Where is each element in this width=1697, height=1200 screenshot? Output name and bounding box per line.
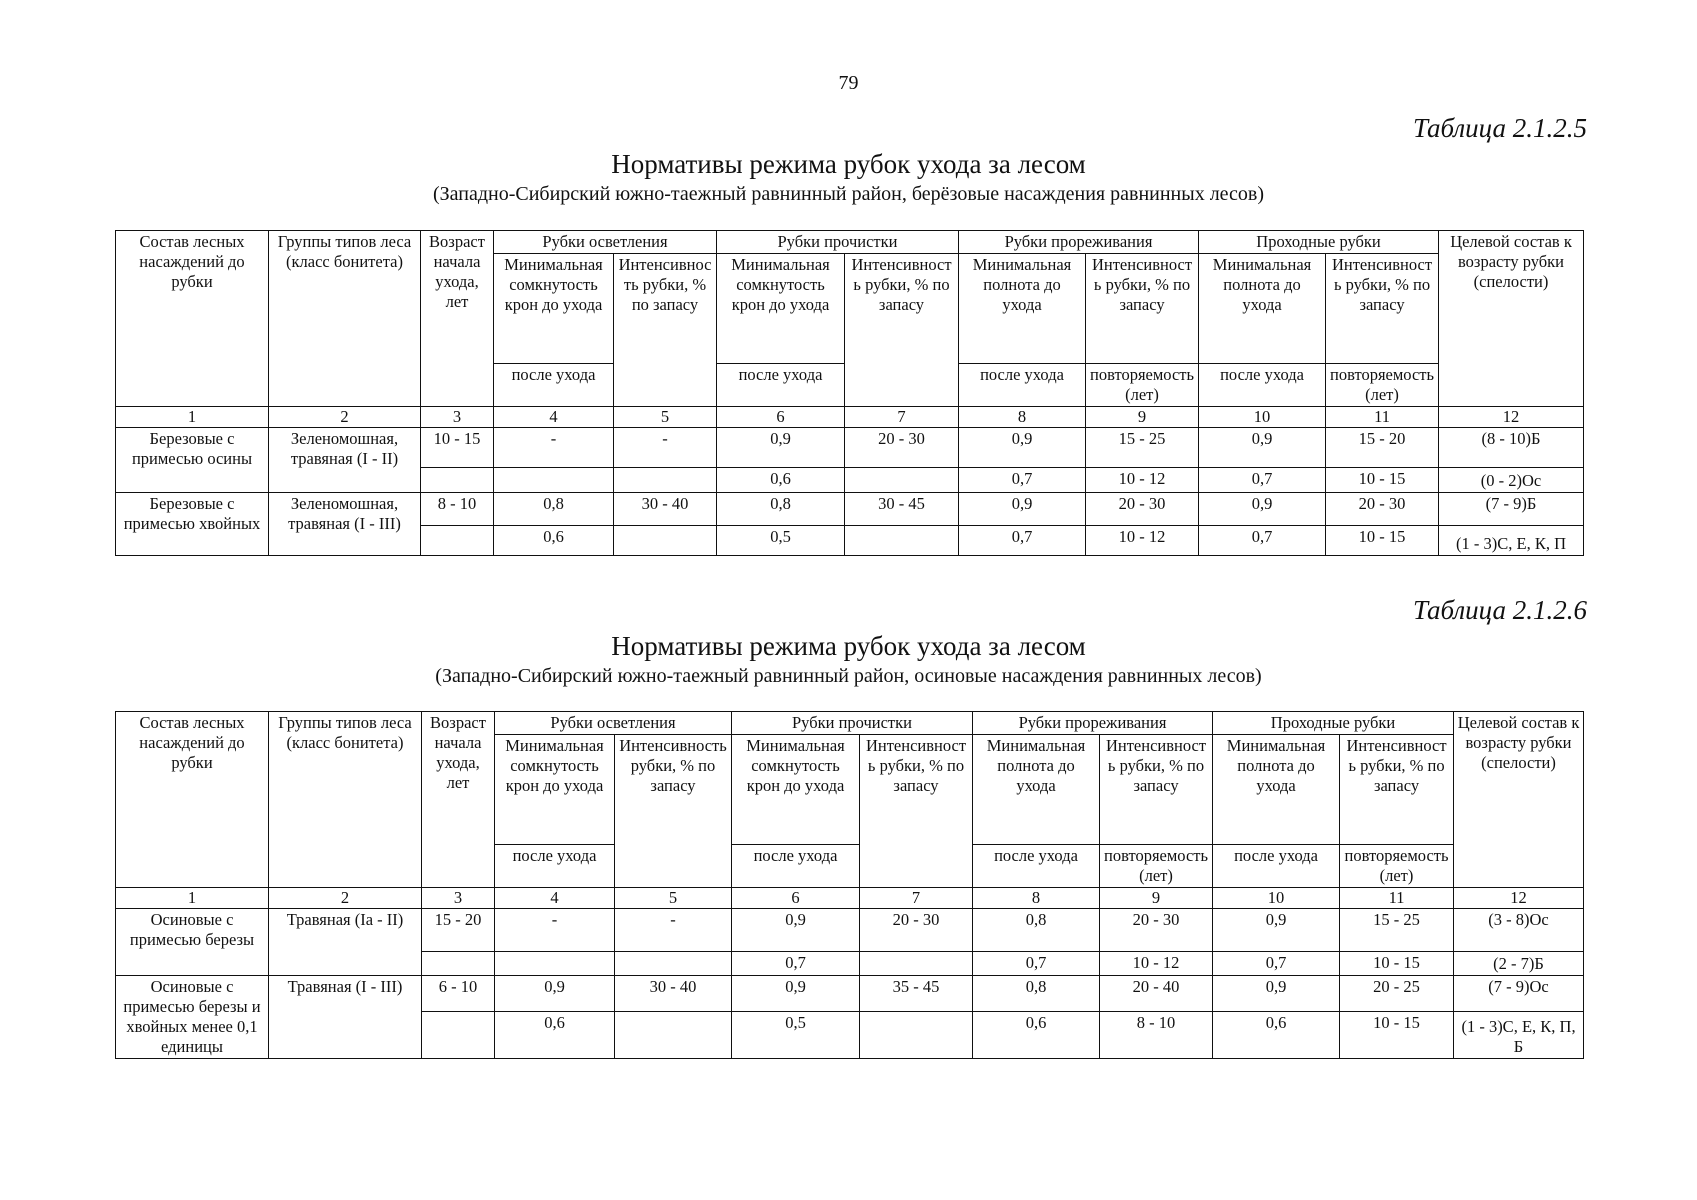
- header-group-cleaning: Рубки прочистки: [732, 712, 973, 735]
- header-intensity: Интенсивность рубки, % по запасу: [1086, 254, 1199, 364]
- value-cell: 0,7: [1213, 952, 1340, 976]
- value-cell: 10 - 15: [1340, 1012, 1454, 1059]
- header-forest-type: Группы типов леса (класс бонитета): [269, 231, 421, 407]
- header-target-composition: Целевой состав к возрасту рубки (спелости): [1439, 231, 1584, 407]
- value-cell: 0,8: [973, 976, 1100, 1012]
- value-cell: [494, 468, 614, 493]
- value-cell: 0,7: [1199, 468, 1326, 493]
- value-cell: [615, 1012, 732, 1059]
- header-intensity: Интенсивность рубки, % по запасу: [1326, 254, 1439, 364]
- column-number: 9: [1100, 888, 1213, 909]
- value-cell: 0,9: [732, 909, 860, 952]
- value-cell: [495, 952, 615, 976]
- header-min-stocking: Минимальная полнота до ухода: [1213, 735, 1340, 845]
- empty-cell: [422, 952, 495, 976]
- page-number: 79: [838, 72, 859, 94]
- table-title: Нормативы режима рубок ухода за лесом: [611, 631, 1086, 661]
- column-number: 8: [973, 888, 1100, 909]
- value-cell: -: [614, 428, 717, 468]
- forest-type-group: Зеленомошная, травяная (I - II): [269, 428, 421, 493]
- header-min-density: Минимальная сомкнутость крон до ухода: [717, 254, 845, 364]
- value-cell: [615, 952, 732, 976]
- target-composition: (2 - 7)Б: [1454, 952, 1584, 976]
- value-cell: 0,9: [959, 493, 1086, 526]
- stand-composition: Березовые с примесью осины: [116, 428, 269, 493]
- table-label: Таблица 2.1.2.6: [1412, 595, 1587, 625]
- header-intensity: Интенсивность рубки, % по запасу: [860, 735, 973, 888]
- value-cell: 0,9: [495, 976, 615, 1012]
- stand-composition: Осиновые с примесью березы и хвойных менее 0,1 единицы: [116, 976, 269, 1059]
- table-title: Нормативы режима рубок ухода за лесом: [611, 149, 1086, 179]
- value-cell: 0,9: [1213, 976, 1340, 1012]
- column-number: 12: [1439, 407, 1584, 428]
- column-number: 10: [1213, 888, 1340, 909]
- header-start-age: Возраст начала ухода, лет: [421, 231, 494, 407]
- forest-type-group: Зеленомошная, травяная (I - III): [269, 493, 421, 556]
- column-number: 1: [116, 888, 269, 909]
- start-age: 6 - 10: [422, 976, 495, 1012]
- value-cell: 20 - 25: [1340, 976, 1454, 1012]
- value-cell: [860, 1012, 973, 1059]
- value-cell: 20 - 30: [845, 428, 959, 468]
- column-number: 11: [1340, 888, 1454, 909]
- value-cell: 10 - 15: [1326, 468, 1439, 493]
- column-number: 11: [1326, 407, 1439, 428]
- value-cell: 0,9: [1199, 493, 1326, 526]
- value-cell: 0,5: [717, 526, 845, 556]
- value-cell: 0,7: [1199, 526, 1326, 556]
- column-number: 10: [1199, 407, 1326, 428]
- header-min-density: Минимальная сомкнутость крон до ухода: [494, 254, 614, 364]
- column-number: 7: [845, 407, 959, 428]
- stand-composition: Березовые с примесью хвойных: [116, 493, 269, 556]
- header-group-passage: Проходные рубки: [1213, 712, 1454, 735]
- norms-table: [115, 711, 1584, 1059]
- value-cell: 10 - 12: [1100, 952, 1213, 976]
- header-group-cleaning: Рубки прочистки: [717, 231, 959, 254]
- header-intensity: Интенсивность рубки, % по запасу: [1340, 735, 1454, 845]
- header-group-thinning: Рубки прореживания: [959, 231, 1199, 254]
- target-composition: (8 - 10)Б: [1439, 428, 1584, 468]
- header-after-care: после ухода: [1213, 845, 1340, 888]
- value-cell: 0,6: [1213, 1012, 1340, 1059]
- value-cell: 0,8: [494, 493, 614, 526]
- value-cell: 10 - 15: [1340, 952, 1454, 976]
- target-composition: (0 - 2)Ос: [1439, 468, 1584, 493]
- header-min-stocking: Минимальная полнота до ухода: [973, 735, 1100, 845]
- value-cell: 15 - 25: [1086, 428, 1199, 468]
- table-row: [116, 428, 1584, 468]
- start-age: 15 - 20: [422, 909, 495, 952]
- column-number: 2: [269, 888, 422, 909]
- table-subtitle: (Западно-Сибирский южно-таежный равнинный район, берёзовые насаждения равнинных лесов): [432, 183, 1265, 205]
- column-number: 4: [495, 888, 615, 909]
- value-cell: [614, 468, 717, 493]
- value-cell: 20 - 30: [1326, 493, 1439, 526]
- stand-composition: Осиновые с примесью березы: [116, 909, 269, 976]
- header-repeatability: повторяемость (лет): [1086, 364, 1199, 407]
- column-number: 7: [860, 888, 973, 909]
- value-cell: 0,6: [973, 1012, 1100, 1059]
- table-row: [116, 909, 1584, 952]
- header-repeatability: повторяемость (лет): [1326, 364, 1439, 407]
- value-cell: 8 - 10: [1100, 1012, 1213, 1059]
- value-cell: 30 - 40: [614, 493, 717, 526]
- norms-table: [115, 230, 1584, 556]
- forest-type-group: Травяная (Iа - II): [269, 909, 422, 976]
- start-age: 8 - 10: [421, 493, 494, 526]
- forest-type-group: Травяная (I - III): [269, 976, 422, 1059]
- header-group-clarification: Рубки осветления: [495, 712, 732, 735]
- header-repeatability: повторяемость (лет): [1340, 845, 1454, 888]
- value-cell: 10 - 12: [1086, 526, 1199, 556]
- value-cell: 20 - 30: [860, 909, 973, 952]
- table-row: [116, 976, 1584, 1012]
- header-intensity: Интенсивность рубки, % по запасу: [614, 254, 717, 407]
- value-cell: 0,8: [973, 909, 1100, 952]
- empty-cell: [421, 526, 494, 556]
- value-cell: 10 - 12: [1086, 468, 1199, 493]
- header-min-stocking: Минимальная полнота до ухода: [1199, 254, 1326, 364]
- target-composition: (1 - 3)С, Е, К, П: [1439, 526, 1584, 556]
- value-cell: 0,9: [1199, 428, 1326, 468]
- value-cell: 0,9: [732, 976, 860, 1012]
- value-cell: 20 - 40: [1100, 976, 1213, 1012]
- header-after-care: после ухода: [494, 364, 614, 407]
- value-cell: 0,6: [494, 526, 614, 556]
- value-cell: 0,9: [959, 428, 1086, 468]
- header-after-care: после ухода: [959, 364, 1086, 407]
- header-min-density: Минимальная сомкнутость крон до ухода: [732, 735, 860, 845]
- value-cell: [845, 468, 959, 493]
- empty-cell: [422, 1012, 495, 1059]
- value-cell: 0,5: [732, 1012, 860, 1059]
- column-number: 1: [116, 407, 269, 428]
- column-number: 4: [494, 407, 614, 428]
- column-number: 6: [732, 888, 860, 909]
- value-cell: 20 - 30: [1086, 493, 1199, 526]
- value-cell: -: [615, 909, 732, 952]
- value-cell: [860, 952, 973, 976]
- target-composition: (3 - 8)Ос: [1454, 909, 1584, 952]
- value-cell: 10 - 15: [1326, 526, 1439, 556]
- start-age: 10 - 15: [421, 428, 494, 468]
- value-cell: 0,7: [732, 952, 860, 976]
- header-after-care: после ухода: [717, 364, 845, 407]
- value-cell: [845, 526, 959, 556]
- header-intensity: Интенсивность рубки, % по запасу: [1100, 735, 1213, 845]
- table-subtitle: (Западно-Сибирский южно-таежный равнинный район, осиновые насаждения равнинных лесов): [435, 665, 1262, 687]
- column-number: 2: [269, 407, 421, 428]
- column-number: 9: [1086, 407, 1199, 428]
- value-cell: 15 - 20: [1326, 428, 1439, 468]
- value-cell: 15 - 25: [1340, 909, 1454, 952]
- value-cell: 30 - 40: [615, 976, 732, 1012]
- column-number: 5: [615, 888, 732, 909]
- header-composition: Состав лесных насаждений до рубки: [116, 231, 269, 407]
- value-cell: 0,7: [973, 952, 1100, 976]
- value-cell: 0,7: [959, 526, 1086, 556]
- value-cell: 0,7: [959, 468, 1086, 493]
- header-group-passage: Проходные рубки: [1199, 231, 1439, 254]
- value-cell: 20 - 30: [1100, 909, 1213, 952]
- value-cell: [614, 526, 717, 556]
- header-start-age: Возраст начала ухода, лет: [422, 712, 495, 888]
- column-number: 3: [421, 407, 494, 428]
- column-number: 3: [422, 888, 495, 909]
- header-after-care: после ухода: [973, 845, 1100, 888]
- value-cell: -: [494, 428, 614, 468]
- table-row: [116, 493, 1584, 526]
- header-group-clarification: Рубки осветления: [494, 231, 717, 254]
- header-composition: Состав лесных насаждений до рубки: [116, 712, 269, 888]
- header-target-composition: Целевой состав к возрасту рубки (спелости): [1454, 712, 1584, 888]
- target-composition: (7 - 9)Ос: [1454, 976, 1584, 1012]
- value-cell: 0,8: [717, 493, 845, 526]
- column-number: 5: [614, 407, 717, 428]
- value-cell: 30 - 45: [845, 493, 959, 526]
- value-cell: 0,9: [717, 428, 845, 468]
- header-after-care: после ухода: [495, 845, 615, 888]
- value-cell: -: [495, 909, 615, 952]
- value-cell: 0,6: [495, 1012, 615, 1059]
- value-cell: 0,6: [717, 468, 845, 493]
- header-intensity: Интенсивность рубки, % по запасу: [845, 254, 959, 407]
- header-repeatability: повторяемость (лет): [1100, 845, 1213, 888]
- header-forest-type: Группы типов леса (класс бонитета): [269, 712, 422, 888]
- target-composition: (1 - 3)С, Е, К, П, Б: [1454, 1012, 1584, 1059]
- value-cell: 0,9: [1213, 909, 1340, 952]
- header-group-thinning: Рубки прореживания: [973, 712, 1213, 735]
- header-after-care: после ухода: [1199, 364, 1326, 407]
- empty-cell: [421, 468, 494, 493]
- value-cell: 35 - 45: [860, 976, 973, 1012]
- column-number: 12: [1454, 888, 1584, 909]
- header-after-care: после ухода: [732, 845, 860, 888]
- header-intensity: Интенсивность рубки, % по запасу: [615, 735, 732, 888]
- target-composition: (7 - 9)Б: [1439, 493, 1584, 526]
- table-label: Таблица 2.1.2.5: [1412, 113, 1587, 143]
- header-min-density: Минимальная сомкнутость крон до ухода: [495, 735, 615, 845]
- column-number: 6: [717, 407, 845, 428]
- column-number: 8: [959, 407, 1086, 428]
- header-min-stocking: Минимальная полнота до ухода: [959, 254, 1086, 364]
